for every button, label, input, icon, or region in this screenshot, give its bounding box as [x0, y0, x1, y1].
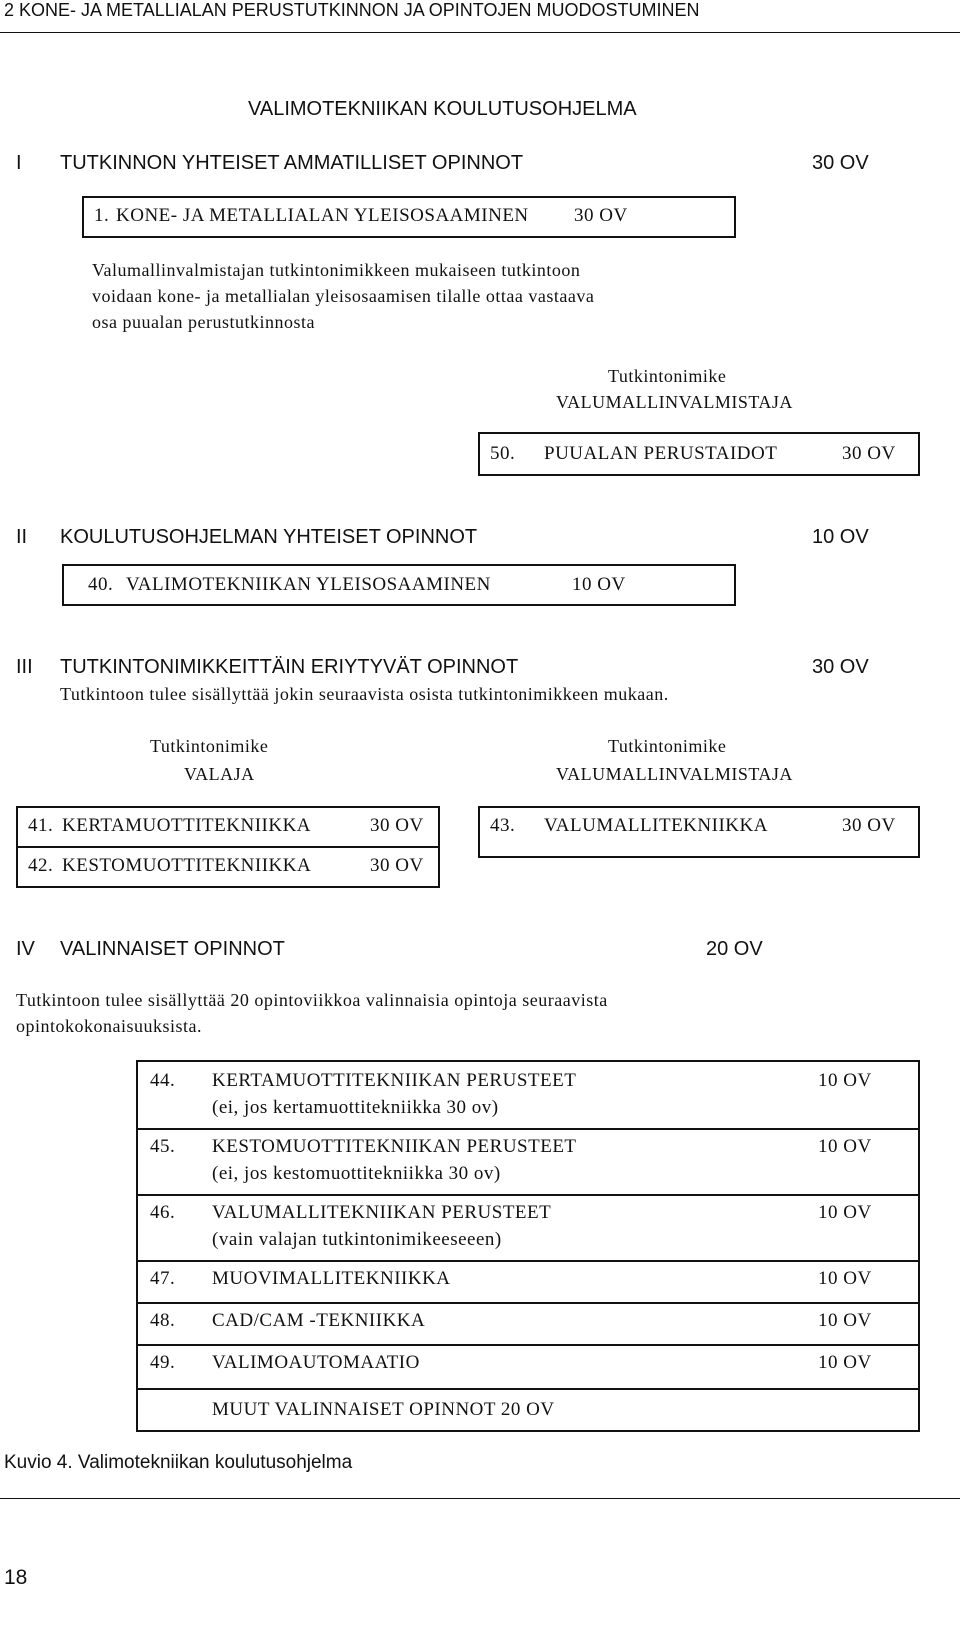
- section-3-note: Tutkintoon tulee sisällyttää jokin seuraavista osista tutkintonimikkeen mukaan.: [60, 684, 669, 704]
- page-number: 18: [4, 1566, 28, 1589]
- other-electives-box: [136, 1388, 920, 1432]
- module-40-title: VALIMOTEKNIIKAN YLEISOSAAMINEN: [126, 574, 491, 595]
- module-49-credits: 10 OV: [818, 1352, 872, 1373]
- module-49-title: VALIMOAUTOMAATIO: [212, 1352, 420, 1373]
- module-46-credits: 10 OV: [818, 1202, 872, 1223]
- module-47-title: MUOVIMALLITEKNIIKKA: [212, 1268, 451, 1289]
- section-2-title: KOULUTUSOHJELMAN YHTEISET OPINNOT: [60, 526, 478, 548]
- module-42-title: KESTOMUOTTITEKNIIKKA: [62, 855, 312, 876]
- right-degree-name: VALUMALLINVALMISTAJA: [556, 764, 793, 784]
- document-title: VALIMOTEKNIIKAN KOULUTUSOHJELMA: [248, 98, 637, 120]
- footer-rule: [0, 1498, 960, 1499]
- module-40-number: 40.: [88, 574, 114, 595]
- module-box-1: [82, 196, 736, 238]
- header-rule: [0, 32, 960, 33]
- module-45-number: 45.: [150, 1136, 176, 1157]
- section-2-numeral: II: [16, 526, 28, 548]
- module-42-number: 42.: [28, 855, 54, 876]
- module-45-title: KESTOMUOTTITEKNIIKAN PERUSTEET: [212, 1136, 577, 1157]
- section-3-title: TUTKINTONIMIKKEITTÄIN ERIYTYVÄT OPINNOT: [60, 656, 519, 678]
- module-44-title: KERTAMUOTTITEKNIIKAN PERUSTEET: [212, 1070, 577, 1091]
- module-42-credits: 30 OV: [370, 855, 424, 876]
- section-3-numeral: III: [16, 656, 33, 678]
- left-degree-name: VALAJA: [184, 764, 255, 784]
- elective-modules-box: [136, 1060, 920, 1390]
- section-2-credits: 10 OV: [812, 526, 869, 548]
- section-1-note-line-3: osa puualan perustutkinnosta: [92, 312, 315, 332]
- elective-divider: [138, 1128, 918, 1130]
- module-45-note: (ei, jos kestomuottitekniikka 30 ov): [212, 1163, 501, 1184]
- module-48-title: CAD/CAM -TEKNIIKKA: [212, 1310, 426, 1331]
- module-47-number: 47.: [150, 1268, 176, 1289]
- module-44-note: (ei, jos kertamuottitekniikka 30 ov): [212, 1097, 499, 1118]
- section-4-note-line-2: opintokokonaisuuksista.: [16, 1016, 202, 1036]
- module-1-title: KONE- JA METALLIALAN YLEISOSAAMINEN: [116, 205, 529, 226]
- module-46-number: 46.: [150, 1202, 176, 1223]
- module-43-credits: 30 OV: [842, 815, 896, 836]
- module-50-title: PUUALAN PERUSTAIDOT: [544, 443, 778, 464]
- module-40-credits: 10 OV: [572, 574, 626, 595]
- left-degree-label: Tutkintonimike: [150, 736, 269, 756]
- module-46-note: (vain valajan tutkintonimikeeseeen): [212, 1229, 502, 1250]
- section-4-credits: 20 OV: [706, 938, 763, 960]
- other-electives-label: MUUT VALINNAISET OPINNOT 20 OV: [212, 1399, 555, 1420]
- elective-divider: [138, 1194, 918, 1196]
- module-44-credits: 10 OV: [818, 1070, 872, 1091]
- module-1-credits: 30 OV: [574, 205, 628, 226]
- module-50-credits: 30 OV: [842, 443, 896, 464]
- module-48-number: 48.: [150, 1310, 176, 1331]
- module-44-number: 44.: [150, 1070, 176, 1091]
- section-4-numeral: IV: [16, 938, 35, 960]
- module-48-credits: 10 OV: [818, 1310, 872, 1331]
- module-box-40: [62, 564, 736, 606]
- section-4-note-line-1: Tutkintoon tulee sisällyttää 20 opintoviikkoa valinnaisia opintoja seuraavista: [16, 990, 608, 1010]
- module-41-title: KERTAMUOTTITEKNIIKKA: [62, 815, 312, 836]
- right-degree-label: Tutkintonimike: [608, 736, 727, 756]
- module-46-title: VALUMALLITEKNIIKAN PERUSTEET: [212, 1202, 552, 1223]
- module-49-number: 49.: [150, 1352, 176, 1373]
- module-45-credits: 10 OV: [818, 1136, 872, 1157]
- module-47-credits: 10 OV: [818, 1268, 872, 1289]
- module-box-50: [478, 432, 920, 476]
- module-43-title: VALUMALLITEKNIIKKA: [544, 815, 768, 836]
- elective-divider: [138, 1302, 918, 1304]
- section-4-title: VALINNAISET OPINNOT: [60, 938, 285, 960]
- figure-caption: Kuvio 4. Valimotekniikan koulutusohjelma: [4, 1452, 353, 1473]
- section-1-title: TUTKINNON YHTEISET AMMATILLISET OPINNOT: [60, 152, 524, 174]
- section-1-note-line-1: Valumallinvalmistajan tutkintonimikkeen mukaiseen tutkintoon: [92, 260, 581, 280]
- valaja-box-divider: [18, 846, 438, 848]
- module-50-number: 50.: [490, 443, 516, 464]
- module-43-number: 43.: [490, 815, 516, 836]
- module-41-credits: 30 OV: [370, 815, 424, 836]
- section-3-credits: 30 OV: [812, 656, 869, 678]
- degree-label: Tutkintonimike: [608, 366, 727, 386]
- section-1-note-line-2: voidaan kone- ja metallialan yleisosaamisen tilalle ottaa vastaava: [92, 286, 595, 306]
- valaja-modules-box: [16, 806, 440, 888]
- section-1-numeral: I: [16, 152, 22, 174]
- module-41-number: 41.: [28, 815, 54, 836]
- section-1-credits: 30 OV: [812, 152, 869, 174]
- elective-divider: [138, 1260, 918, 1262]
- module-1-number: 1.: [94, 205, 110, 226]
- module-box-43: [478, 806, 920, 858]
- running-header: 2 KONE- JA METALLIALAN PERUSTUTKINNON JA OPINTOJEN MUODOSTUMINEN: [4, 0, 700, 20]
- elective-divider: [138, 1344, 918, 1346]
- degree-name: VALUMALLINVALMISTAJA: [556, 392, 793, 412]
